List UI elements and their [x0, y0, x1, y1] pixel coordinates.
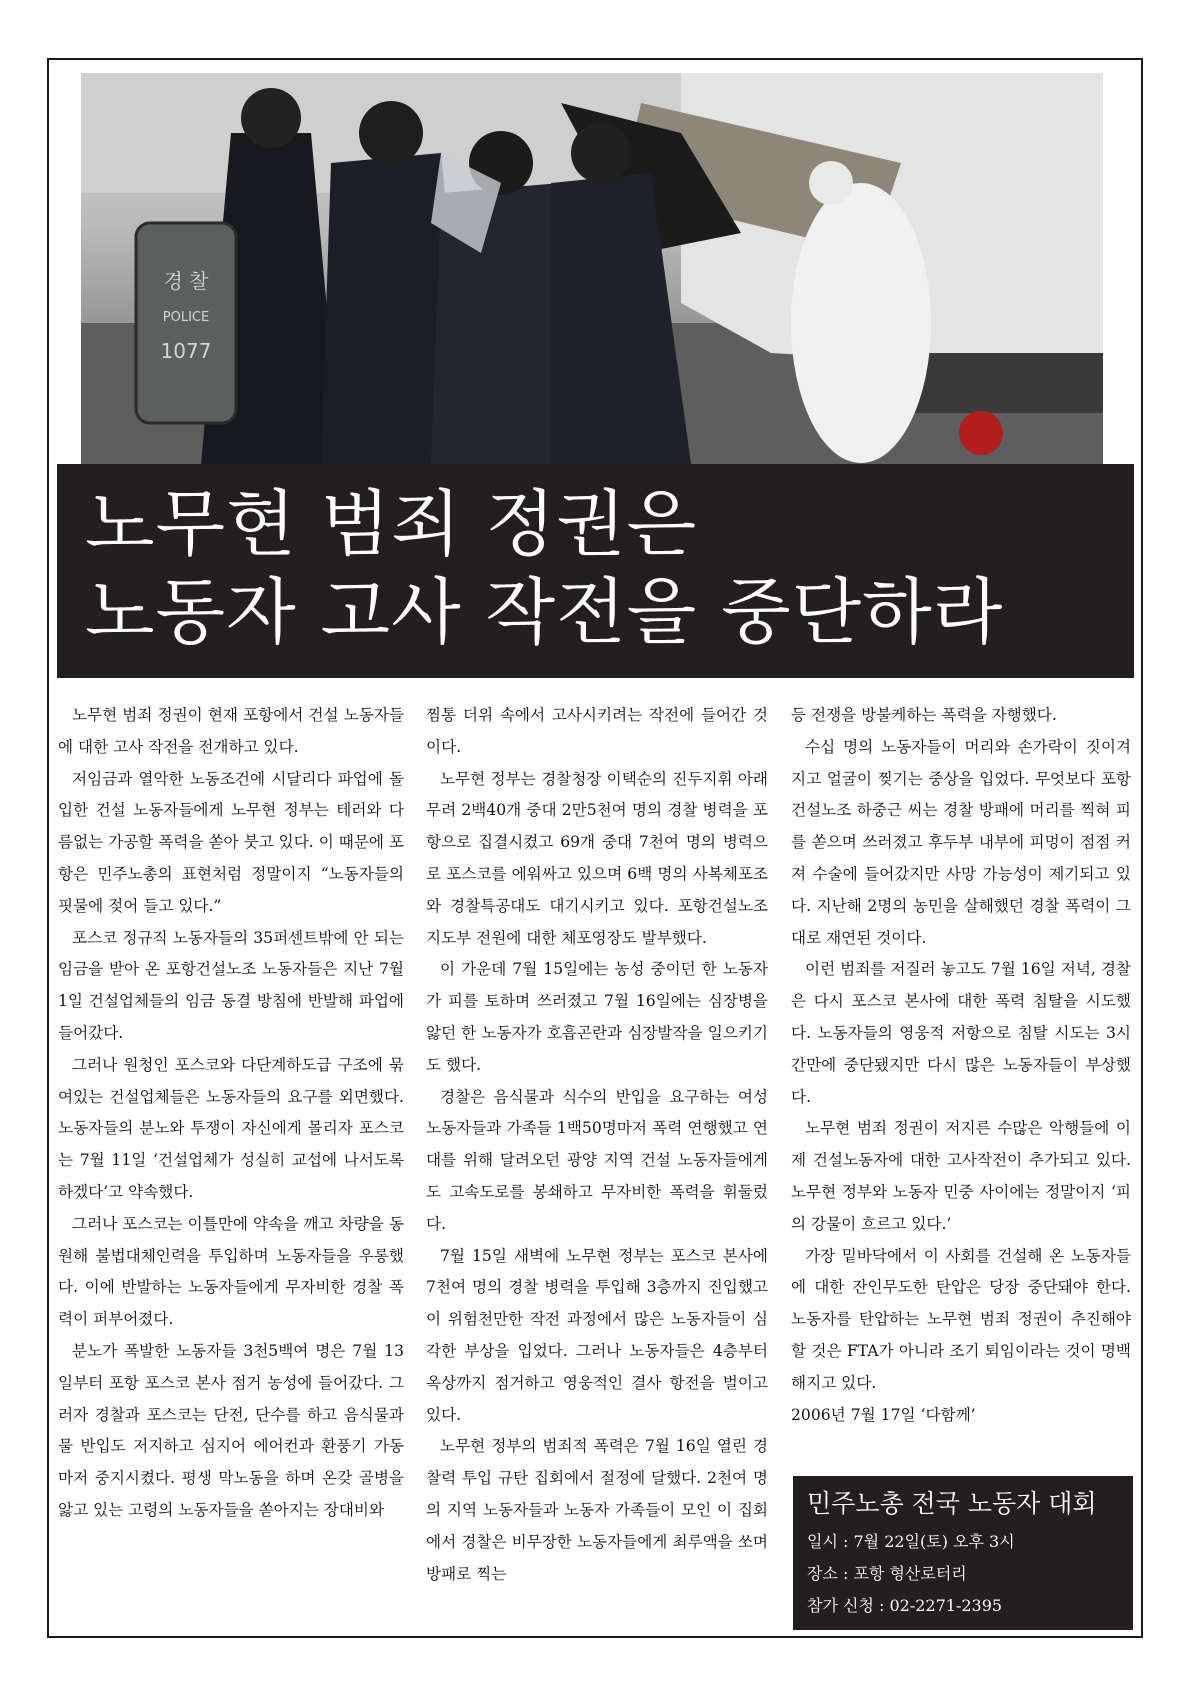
- headline-banner: [57, 464, 1134, 678]
- paragraph: 노무현 범죄 정권이 저지른 수많은 악행들에 이제 건설노동자에 대한 고사작전이 추가되고 있다. 노무현 정부와 노동자 민중 사이에는 정말이지 ‘피의 강물이 흐르고 있다.’: [791, 1119, 1131, 1233]
- article-column-1: [58, 700, 404, 1527]
- headline-line-2: 노동자 고사 작전을 중단하라: [85, 570, 1004, 654]
- article-column-2: [426, 700, 768, 1590]
- paragraph: 이런 범죄를 저질러 놓고도 7월 16일 저녁, 경찰은 다시 포스코 본사에 대한 폭력 침탈을 시도했다. 노동자들의 영웅적 저항으로 침탈 시도는 3시간만에 중단됐지만 다시 많은 노동자들이 부상했다.: [791, 960, 1131, 1106]
- shield-label-en: POLICE: [162, 310, 210, 325]
- paragraph: 경찰은 음식물과 식수의 반입을 요구하는 여성 노동자들과 가족들 1백50명마저 폭력 연행했고 연대를 위해 달려오던 광양 지역 건설 노동자들에게도 고속도로를 봉쇄하고 무자비한 폭력을 휘둘렀다.: [426, 1087, 768, 1233]
- shield-number: 1077: [160, 339, 212, 363]
- paragraph: 분노가 폭발한 노동자들 3천5백여 명은 7월 13일부터 포항 포스코 본사 점거 농성에 들어갔다. 그러자 경찰과 포스코는 단전, 단수를 하고 음식물과 물 반입도 저지하고 심지어 에어컨과 환풍기 가동마저 중지시켰다. 평생 막노동을 하며 온갖 골병을 앓고 있는 고령의 노동자들을 쏟아지는 장대비와: [58, 1341, 404, 1519]
- event-date: 일시 : 7월 22일(토) 오후 3시: [807, 1532, 1015, 1551]
- event-title: 민주노총 전국 노동자 대회: [807, 1489, 1097, 1518]
- paragraph: 그러나 포스코는 이틀만에 약속을 깨고 차량을 동원해 불법대체인력을 투입하며 노동자들을 우롱했다. 이에 반발하는 노동자들에게 무자비한 경찰 폭력이 퍼부어졌다.: [58, 1214, 404, 1329]
- paragraph: 저임금과 열악한 노동조건에 시달리다 파업에 돌입한 건설 노동자들에게 노무현 정부는 테러와 다름없는 가공할 폭력을 쏟아 붓고 있다. 이 때문에 포항은 민주노총의 표현처럼 정말이지 “노동자들의 핏물에 젖어 들고 있다.”: [58, 769, 404, 915]
- paragraph: 7월 15일 새벽에 노무현 정부는 포스코 본사에 7천여 명의 경찰 병력을 투입해 3층까지 진입했고 이 위험천만한 작전 과정에서 많은 노동자들이 심각한 부상을 입었다. 그러나 노동자들은 4층부터 옥상까지 점거하고 영웅적인 결사 항전을 벌이고 있다.: [426, 1246, 768, 1424]
- event-place: 장소 : 포항 형산로터리: [807, 1564, 967, 1583]
- event-signup: 참가 신청 : 02-2271-2395: [807, 1596, 1003, 1615]
- event-info-box: [793, 1476, 1133, 1630]
- riot-police-photo: [81, 73, 1103, 464]
- paragraph: 노무현 정부는 경찰청장 이택순의 진두지휘 아래 무려 2백40개 중대 2만5천여 명의 경찰 병력을 포항으로 집결시켰고 69개 중대 7천여 명의 병력으로 포스코를 에워싸고 있으며 6백 명의 사복체포조와 경찰특공대도 대기시키고 있다. 포항건설노조 지도부 전원에 대한 체포영장도 발부했다.: [426, 769, 768, 947]
- paragraph: 노무현 범죄 정권이 현재 포항에서 건설 노동자들에 대한 고사 작전을 전개하고 있다.: [58, 706, 404, 756]
- signature: 2006년 7월 17일 ‘다함께’: [791, 1405, 976, 1424]
- paragraph: 그러나 원청인 포스코와 다단계하도급 구조에 묶여있는 건설업체들은 노동자들의 요구를 외면했다. 노동자들의 분노와 투쟁이 자신에게 몰리자 포스코는 7월 11일 ‘건설업체가 성실히 교섭에 나서도록 하겠다’고 약속했다.: [58, 1055, 404, 1201]
- paragraph: 이 가운데 7월 15일에는 농성 중이던 한 노동자가 피를 토하며 쓰러졌고 7월 16일에는 심장병을 앓던 한 노동자가 호흡곤란과 심장발작을 일으키기도 했다.: [426, 960, 768, 1074]
- news-photo: [81, 73, 1103, 464]
- paragraph: 노무현 정부의 범죄적 폭력은 7월 16일 열린 경찰력 투입 규탄 집회에서 절정에 달했다. 2천여 명의 지역 노동자들과 노동자 가족들이 모인 이 집회에서 경찰은 비무장한 노동자들에게 최루액을 쏘며 방패로 찍는: [426, 1437, 768, 1583]
- article-column-3: [791, 700, 1131, 1431]
- paragraph: 가장 밑바닥에서 이 사회를 건설해 온 노동자들에 대한 잔인무도한 탄압은 당장 중단돼야 한다. 노동자를 탄압하는 노무현 범죄 정권이 추진해야 할 것은 FTA가 아니라 조기 퇴임이라는 것이 명백해지고 있다.: [791, 1246, 1131, 1392]
- paragraph: 포스코 정규직 노동자들의 35퍼센트밖에 안 되는 임금을 받아 온 포항건설노조 노동자들은 지난 7월 1일 건설업체들의 임금 동결 방침에 반발해 파업에 들어갔다.: [58, 928, 404, 1042]
- paragraph: 찜통 더위 속에서 고사시키려는 작전에 들어간 것이다.: [426, 706, 768, 756]
- paragraph: 수십 명의 노동자들이 머리와 손가락이 짓이겨지고 얼굴이 찢기는 중상을 입었다. 무엇보다 포항건설노조 하중근 씨는 경찰 방패에 머리를 찍혀 피를 쏟으며 쓰러졌고 후두부 내부에 피멍이 점점 커져 수술에 들어갔지만 사망 가능성이 제기되고 있다. 지난해 2명의 농민을 살해했던 경찰 폭력이 그대로 재연된 것이다.: [791, 737, 1131, 947]
- shield-label: 경 찰: [163, 269, 209, 293]
- headline-line-1: 노무현 범죄 정권은: [85, 482, 698, 566]
- paragraph: 등 전쟁을 방불케하는 폭력을 자행했다.: [791, 706, 1057, 724]
